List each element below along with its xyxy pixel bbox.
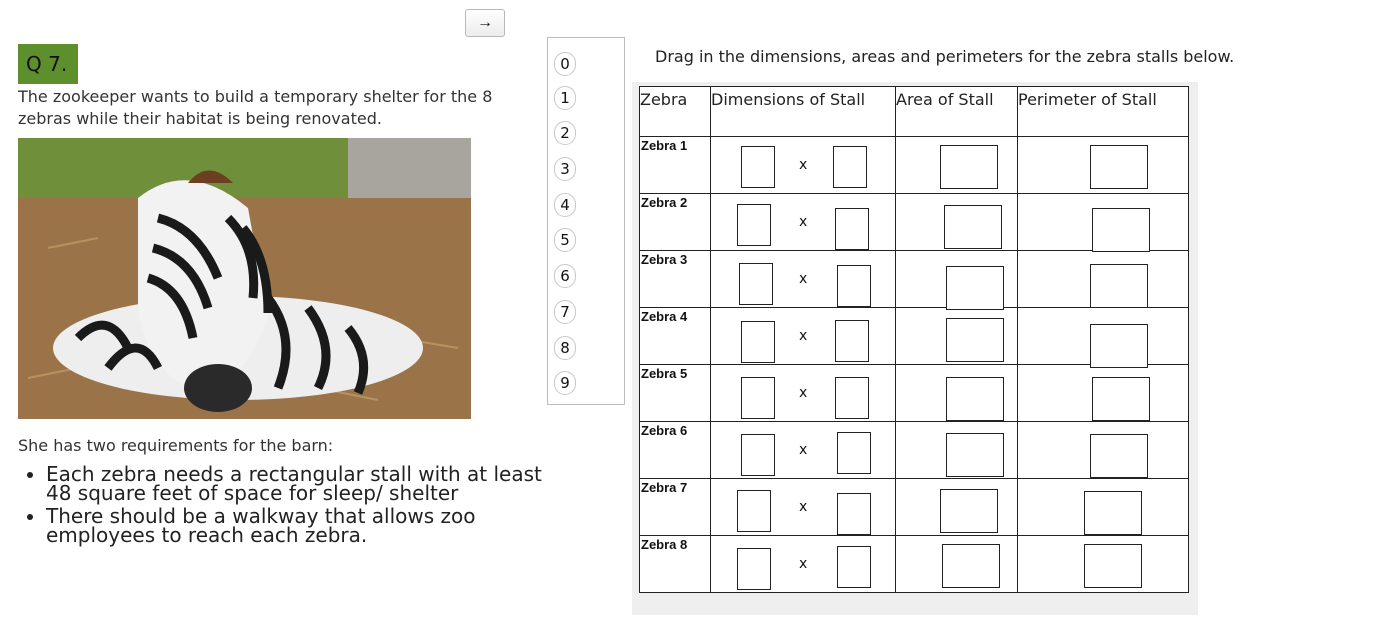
perimeter-drop-zone[interactable] [1084,544,1142,588]
number-chip-4[interactable]: 4 [554,193,576,217]
requirements-title: She has two requirements for the barn: [18,436,334,455]
times-symbol: x [799,385,808,401]
row-label: Zebra 1 [641,138,688,153]
number-chip-5[interactable]: 5 [554,228,576,252]
row-label: Zebra 6 [641,423,688,438]
times-symbol: x [799,271,808,287]
length-drop-zone[interactable] [741,434,775,476]
times-symbol: x [799,157,808,173]
number-chip-7[interactable]: 7 [554,300,576,324]
header-perimeter: Perimeter of Stall [1018,87,1189,137]
number-chip-2[interactable]: 2 [554,121,576,145]
perimeter-drop-zone[interactable] [1090,324,1148,368]
table-row [640,137,1189,194]
row-label: Zebra 7 [641,480,688,495]
width-drop-zone[interactable] [833,146,867,188]
area-drop-zone[interactable] [946,433,1004,477]
length-drop-zone[interactable] [741,321,775,363]
next-button[interactable] [465,9,505,37]
number-chip-8[interactable]: 8 [554,336,576,360]
row-label: Zebra 8 [641,537,688,552]
width-drop-zone[interactable] [837,493,871,535]
times-symbol: x [799,499,808,515]
number-chip-1[interactable]: 1 [554,86,576,110]
zebra-table-panel [632,82,1198,615]
width-drop-zone[interactable] [837,265,871,307]
length-drop-zone[interactable] [741,146,775,188]
area-drop-zone[interactable] [940,145,998,189]
perimeter-drop-zone[interactable] [1090,264,1148,308]
table-row [640,251,1189,308]
length-drop-zone[interactable] [739,263,773,305]
times-symbol: x [799,328,808,344]
question-intro: The zookeeper wants to build a temporary shelter for the 8 zebras while their habitat is being renovated. [18,87,493,128]
row-label: Zebra 2 [641,195,688,210]
header-dimensions: Dimensions of Stall [711,87,896,137]
requirement-item: • There should be a walkway that allows zoo employees to reach each zebra. [46,507,546,545]
area-drop-zone[interactable] [940,489,998,533]
perimeter-drop-zone[interactable] [1090,434,1148,478]
width-drop-zone[interactable] [835,208,869,250]
requirements-list [20,462,546,549]
width-drop-zone[interactable] [837,432,871,474]
times-symbol: x [799,442,808,458]
length-drop-zone[interactable] [741,377,775,419]
length-drop-zone[interactable] [737,490,771,532]
header-zebra: Zebra [640,87,711,137]
requirement-item: • Each zebra needs a rectangular stall with at least 48 square feet of space for sleep/ shelter [46,465,546,503]
number-chip-9[interactable]: 9 [554,371,576,395]
row-label: Zebra 3 [641,252,688,267]
length-drop-zone[interactable] [737,204,771,246]
perimeter-drop-zone[interactable] [1084,491,1142,535]
area-drop-zone[interactable] [944,205,1002,249]
header-area: Area of Stall [896,87,1018,137]
table-row [640,479,1189,536]
width-drop-zone[interactable] [837,546,871,588]
width-drop-zone[interactable] [835,377,869,419]
area-drop-zone[interactable] [946,266,1004,310]
perimeter-drop-zone[interactable] [1092,377,1150,421]
zebra-stall-table [639,86,1189,593]
number-bank [547,37,625,405]
question-number-badge: Q 7. [18,44,78,84]
perimeter-drop-zone[interactable] [1092,208,1150,252]
row-label: Zebra 5 [641,366,688,381]
perimeter-drop-zone[interactable] [1090,145,1148,189]
times-symbol: x [799,556,808,572]
length-drop-zone[interactable] [737,548,771,590]
table-row [640,194,1189,251]
row-label: Zebra 4 [641,309,688,324]
arrow-right-icon: → [477,14,493,31]
width-drop-zone[interactable] [835,320,869,362]
times-symbol: x [799,214,808,230]
area-drop-zone[interactable] [946,318,1004,362]
table-row [640,365,1189,422]
area-drop-zone[interactable] [946,377,1004,421]
instruction-text: Drag in the dimensions, areas and perimeters for the zebra stalls below. [655,47,1235,66]
number-chip-6[interactable]: 6 [554,264,576,288]
table-row [640,422,1189,479]
table-row [640,536,1189,593]
number-chip-0[interactable]: 0 [554,52,576,76]
table-row [640,308,1189,365]
area-drop-zone[interactable] [942,544,1000,588]
number-chip-3[interactable]: 3 [554,157,576,181]
zebra-photo [18,138,471,419]
